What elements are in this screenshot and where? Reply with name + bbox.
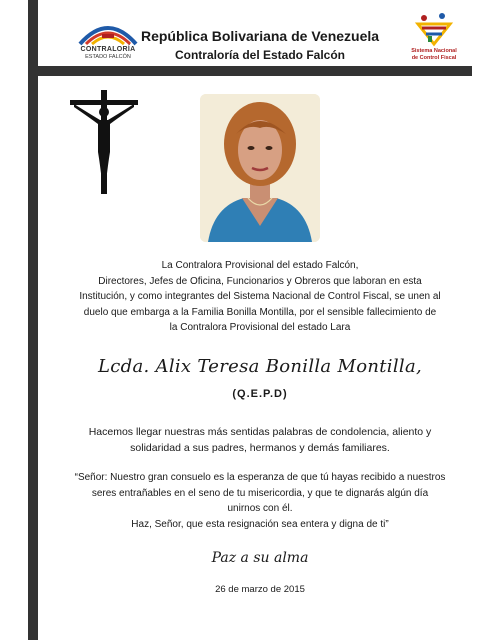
announcement-line: la Contralora Provisional del estado Lara	[169, 322, 351, 333]
prayer-line: “Señor: Nuestro gran consuelo es la esperanza de que tú hayas recibido a nuestros	[74, 472, 446, 483]
condolences-line: Hacemos llegar nuestras más sentidas palabras de condolencia, aliento y	[88, 426, 432, 438]
date-text: 26 de marzo de 2015	[215, 584, 305, 595]
announcement-line: La Contralora Provisional del estado Falcón,	[161, 260, 359, 271]
prayer-text	[40, 470, 480, 532]
page-subtitle: Contraloría del Estado Falcón	[174, 48, 346, 62]
prayer-line: seres entrañables en el seno de tu misericordia, y que te dignarás algún día	[91, 487, 429, 499]
frame-left-bar	[28, 0, 38, 640]
condolences-line: solidaridad a sus padres, hermanos y demás familiares.	[130, 442, 390, 454]
frame-top-bar	[28, 66, 472, 76]
announcement-text	[40, 258, 480, 336]
estado-falcon-logo-text: ESTADO FALCÓN	[85, 54, 131, 60]
crucifix-icon	[68, 90, 140, 194]
control-fiscal-logo-text: de Control Fiscal	[411, 55, 457, 61]
qepd-label: (Q.E.P.D)	[232, 388, 288, 400]
announcement-line: duelo que embarga a la Familia Bonilla Montilla, por el sensible fallecimiento de	[83, 306, 437, 318]
contraloria-logo-text: CONTRALORÍA	[80, 46, 136, 53]
deceased-name: Lcda. Alix Teresa Bonilla Montilla,	[97, 356, 423, 377]
condolences-text	[40, 424, 480, 456]
prayer-line: unirnos con él.	[227, 503, 293, 514]
announcement-line: Directores, Jefes de Oficina, Funcionarios y Obreros que laboran en esta	[98, 275, 422, 287]
closing-phrase: Paz a su alma	[211, 550, 309, 566]
page-title: República Bolivariana de Venezuela	[140, 28, 380, 44]
portrait-photo	[200, 94, 320, 242]
sistema-nacional-logo-text: Sistema Nacional	[411, 48, 457, 54]
prayer-line: Haz, Señor, que esta resignación sea entera y digna de ti”	[131, 518, 389, 530]
announcement-line: Institución, y como integrantes del Sistema Nacional de Control Fiscal, se unen al	[79, 291, 441, 302]
control-fiscal-logo	[398, 10, 470, 66]
